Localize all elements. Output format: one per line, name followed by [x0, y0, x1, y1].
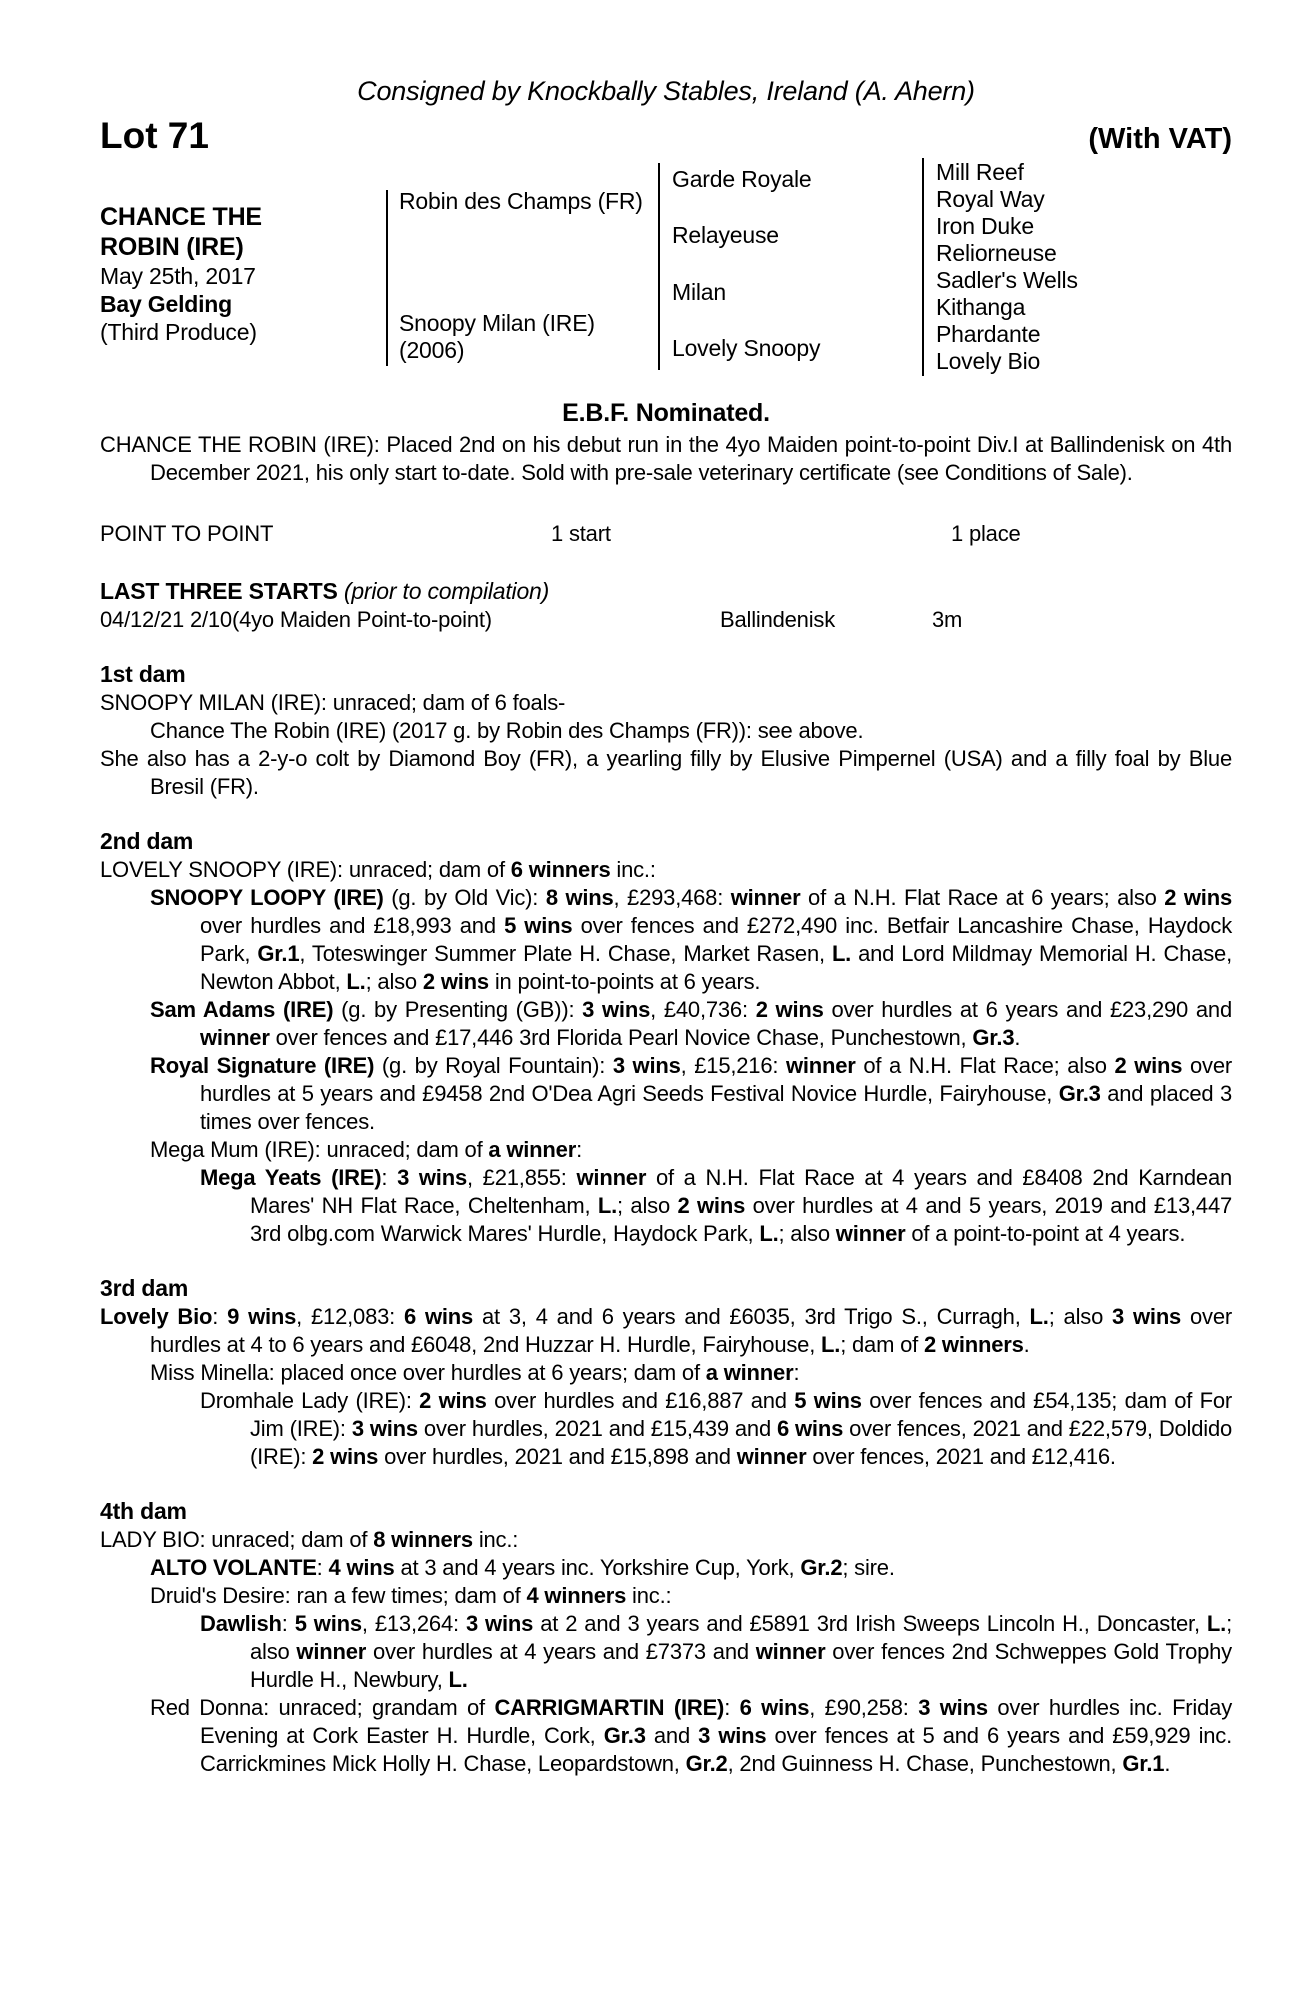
pedigree-entry: Miss Minella: placed once over hurdles at 6 years; dam of a winner:: [150, 1360, 800, 1385]
section-2nd-dam: [100, 827, 1232, 1248]
pedigree-entry: Sam Adams (IRE) (g. by Presenting (GB)): 3 wins, £40,736: 2 wins over hurdles at 6 years and £23,290 and winner over fences and £17,446 3rd Florida Pearl Novice Chase, Punchestown, Gr.3.: [150, 997, 1233, 1050]
section-4th-dam: [100, 1497, 1232, 1778]
horse-name: CHANCE THE ROBIN (IRE): [100, 203, 262, 261]
horse-sex-colour: Bay Gelding: [100, 291, 232, 317]
dam-section-heading: 4th dam: [100, 1498, 187, 1524]
section-1st-dam: [100, 660, 1232, 801]
dam-name: Snoopy Milan (IRE) (2006): [399, 310, 595, 363]
pedigree-entry: She also has a 2-y-o colt by Diamond Boy (FR), a yearling filly by Elusive Pimpernel (USA) and a filly foal by Blue Bresil (FR).: [100, 746, 1232, 799]
pedigree-rule: [658, 163, 660, 370]
pedigree-entry: Mega Yeats (IRE): 3 wins, £21,855: winner of a N.H. Flat Race at 4 years and £8408 2nd Karndean Mares' NH Flat Race, Cheltenham, L.; also 2 wins over hurdles at 4 and 5 years, 2019 and £13,447 3rd olbg.com Warwick Mares' Hurdle, Haydock Park, L.; also winner of a point-to-point at 4 years.: [200, 1165, 1233, 1246]
race-record-row: [100, 520, 1232, 548]
sire-name: Robin des Champs (FR): [399, 188, 643, 214]
horse-foaling-date: May 25th, 2017: [100, 263, 256, 289]
pedigree-entry: Mega Mum (IRE): unraced; dam of a winner:: [150, 1137, 582, 1162]
dam-section-heading: 1st dam: [100, 661, 186, 687]
pedigree-rule: [386, 190, 388, 366]
grandparent-name: Garde Royale: [672, 166, 812, 192]
pedigree-entry: SNOOPY LOOPY (IRE) (g. by Old Vic): 8 wins, £293,468: winner of a N.H. Flat Race at 6 years; also 2 wins over hurdles and £18,993 and 5 wins over fences and £272,490 inc. Betfair Lancashire Chase, Haydock Park, Gr.1, Toteswinger Summer Plate H. Chase, Market Rasen, L. and Lord Mildmay Memorial H. Chase, Newton Abbot, L.; also 2 wins in point-to-points at 6 years.: [150, 885, 1233, 994]
pedigree-parents-column: [386, 158, 658, 378]
last-start-row: [100, 606, 1232, 634]
last-three-starts-title: LAST THREE STARTS: [100, 578, 344, 604]
great-grandparent-name: Phardante: [936, 321, 1041, 347]
pedigree-entry: Chance The Robin (IRE) (2017 g. by Robin des Champs (FR)): see above.: [150, 718, 864, 743]
consignor-line: Consigned by Knockbally Stables, Ireland (A. Ahern): [357, 76, 975, 106]
great-grandparent-name: Sadler's Wells: [936, 267, 1078, 293]
great-grandparent-name: Lovely Bio: [936, 348, 1041, 374]
pedigree-grandparents-column: [658, 158, 922, 378]
pedigree-entry: Dromhale Lady (IRE): 2 wins over hurdles and £16,887 and 5 wins over fences and £54,135; dam of For Jim (IRE): 3 wins over hurdles, 2021 and £15,439 and 6 wins over fences, 2021 and £22,579, Doldido (IRE): 2 wins over hurdles, 2021 and £15,898 and winner over fences, 2021 and £12,416.: [200, 1388, 1233, 1469]
pedigree-greatgrandparents-column: [922, 158, 1232, 378]
pedigree-entry: ALTO VOLANTE: 4 wins at 3 and 4 years inc. Yorkshire Cup, York, Gr.2; sire.: [150, 1555, 895, 1580]
pedigree-subject-column: [100, 158, 386, 378]
dam-section-heading: 3rd dam: [100, 1275, 189, 1301]
last-start-distance: 3m: [932, 607, 963, 632]
great-grandparent-name: Mill Reef: [936, 159, 1024, 185]
race-record-places: 1 place: [951, 521, 1021, 546]
great-grandparent-name: Kithanga: [936, 294, 1026, 320]
pedigree-entry: SNOOPY MILAN (IRE): unraced; dam of 6 foals-: [100, 690, 566, 715]
grandparent-name: Milan: [672, 278, 726, 305]
last-three-starts-heading: [100, 577, 1232, 605]
vat-note: (With VAT): [1088, 123, 1232, 155]
pedigree-entry: LADY BIO: unraced; dam of 8 winners inc.:: [100, 1527, 519, 1552]
pedigree-entry: Lovely Bio: 9 wins, £12,083: 6 wins at 3, 4 and 6 years and £6035, 3rd Trigo S., Curragh, L.; also 3 wins over hurdles at 4 to 6 years and £6048, 2nd Huzzar H. Hurdle, Fairyhouse, L.; dam of 2 winners.: [100, 1304, 1233, 1357]
last-three-starts-qualifier: (prior to compilation): [343, 578, 550, 604]
dam-section-heading: 2nd dam: [100, 828, 194, 854]
great-grandparent-name: Reliorneuse: [936, 240, 1057, 266]
pedigree-entry: Druid's Desire: ran a few times; dam of 4 winners inc.:: [150, 1583, 672, 1608]
race-record-heading: POINT TO POINT: [100, 521, 274, 546]
lot-row: [100, 116, 1232, 156]
grandparent-name: Lovely Snoopy: [672, 334, 821, 361]
pedigree-entry: Dawlish: 5 wins, £13,264: 3 wins at 2 and 3 years and £5891 3rd Irish Sweeps Lincoln H., Doncaster, L.; also winner over hurdles at 4 years and £7373 and winner over fences 2nd Schweppes Gold Trophy Hurdle H., Newbury, L.: [200, 1611, 1232, 1692]
last-start-course: Ballindenisk: [720, 607, 836, 632]
lot-number: Lot 71: [100, 115, 209, 156]
pedigree-entry: Red Donna: unraced; grandam of CARRIGMARTIN (IRE): 6 wins, £90,258: 3 wins over hurdles inc. Friday Evening at Cork Easter H. Hurdle, Cork, Gr.3 and 3 wins over fences at 5 and 6 years and £59,929 inc. Carrickmines Mick Holly H. Chase, Leopardstown, Gr.2, 2nd Guinness H. Chase, Punchestown, Gr.1.: [150, 1695, 1233, 1776]
pedigree-entry: LOVELY SNOOPY (IRE): unraced; dam of 6 winners inc.:: [100, 857, 656, 882]
pedigree-rule: [922, 158, 924, 376]
last-start-date-position: 04/12/21 2/10(4yo Maiden Point-to-point): [100, 607, 492, 632]
grandparent-name: Relayeuse: [672, 222, 779, 249]
section-3rd-dam: [100, 1274, 1232, 1471]
lot-description: CHANCE THE ROBIN (IRE): Placed 2nd on his debut run in the 4yo Maiden point-to-point Div.I at Ballindenisk on 4th December 2021, his only start to-date. Sold with pre-sale veterinary certificate (see Conditions of Sale).: [100, 432, 1232, 485]
pedigree-entry: Royal Signature (IRE) (g. by Royal Fountain): 3 wins, £15,216: winner of a N.H. Flat Race; also 2 wins over hurdles at 5 years and £9458 2nd O'Dea Agri Seeds Festival Novice Hurdle, Fairyhouse, Gr.3 and placed 3 times over fences.: [150, 1053, 1232, 1134]
horse-produce-note: (Third Produce): [100, 319, 257, 345]
race-record-starts: 1 start: [551, 521, 611, 546]
pedigree-table: [100, 158, 1232, 378]
great-grandparent-name: Royal Way: [936, 186, 1045, 212]
ebf-nominated-line: E.B.F. Nominated.: [562, 399, 770, 427]
great-grandparent-name: Iron Duke: [936, 213, 1034, 239]
